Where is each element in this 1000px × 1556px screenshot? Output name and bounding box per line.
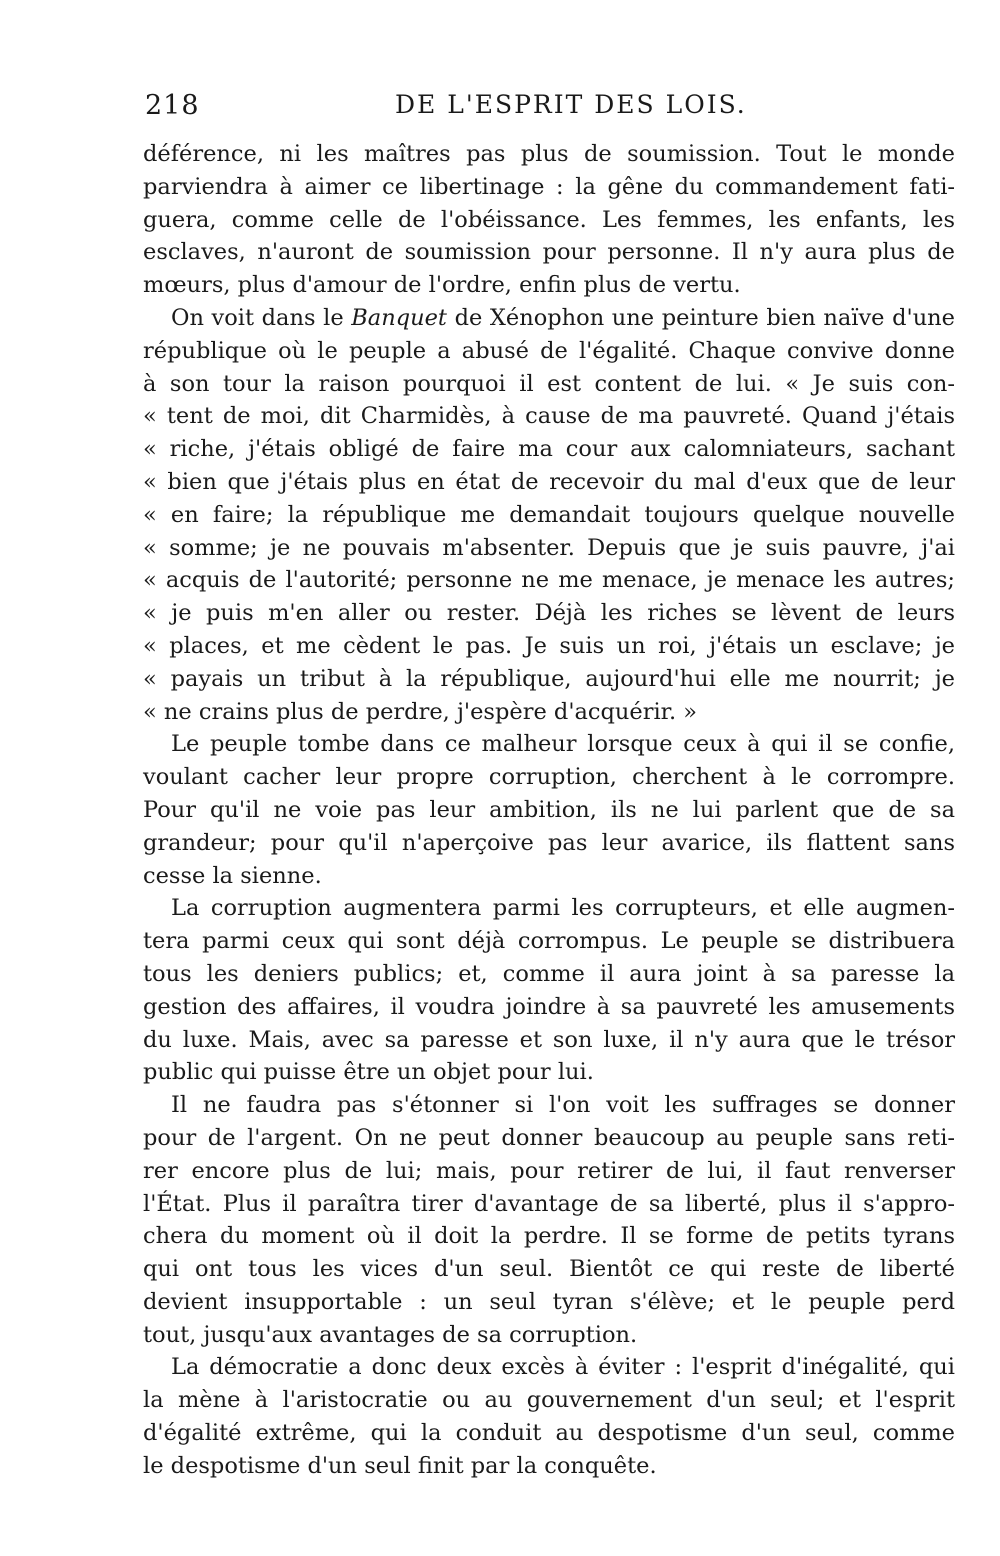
quote-line: « en faire; la république me demandait toujours quelque nouvelle (143, 501, 955, 528)
book-title: DE L'ESPRIT DES LOIS. (395, 90, 747, 119)
quote-line: « acquis de l'autorité; personne ne me menace, je menace les autres; (143, 567, 955, 594)
quote-line: « tent de moi, dit Charmidès, à cause de ma pauvreté. Quand j'étais (143, 403, 955, 430)
text-line: qui ont tous les vices d'un seul. Bientôt ce qui reste de liberté (143, 1256, 955, 1283)
text-line: gestion des affaires, il voudra joindre à sa pauvreté les amusements (143, 993, 955, 1020)
page-number: 218 (145, 90, 200, 121)
text-line: parviendra à aimer ce libertinage : la gêne du commandement fati- (143, 173, 955, 200)
text-line: chera du moment où il doit la perdre. Il se forme de petits tyrans (143, 1223, 955, 1250)
text-line: le despotisme d'un seul finit par la conquête. (143, 1452, 657, 1479)
text-line: tout, jusqu'aux avantages de sa corruption. (143, 1321, 638, 1348)
text-line: rer encore plus de lui; mais, pour retirer de lui, il faut renverser (143, 1157, 955, 1184)
text-line: d'égalité extrême, qui la conduit au despotisme d'un seul, comme (143, 1420, 955, 1447)
paragraph-first-line: Le peuple tombe dans ce malheur lorsque ceux à qui il se confie, (171, 731, 955, 758)
quote-line: « places, et me cèdent le pas. Je suis un roi, j'étais un esclave; je (143, 632, 955, 659)
quote-line: « ne crains plus de perdre, j'espère d'acquérir. » (143, 698, 698, 725)
paragraph-first-line: La corruption augmentera parmi les corrupteurs, et elle augmen- (171, 895, 955, 922)
text-line: esclaves, n'auront de soumission pour personne. Il n'y aura plus de (143, 239, 955, 266)
text-line: pour de l'argent. On ne peut donner beaucoup au peuple sans reti- (143, 1124, 955, 1151)
text-line: guera, comme celle de l'obéissance. Les femmes, les enfants, les (143, 206, 955, 233)
text-line: république où le peuple a abusé de l'égalité. Chaque convive donne (143, 337, 955, 364)
quote-line: « somme; je ne pouvais m'absenter. Depuis que je suis pauvre, j'ai (143, 534, 955, 561)
text-line: tous les deniers publics; et, comme il aura joint à sa paresse la (143, 960, 955, 987)
paragraph-first-line: On voit dans le Banquet de Xénophon une peinture bien naïve d'une (171, 304, 955, 331)
text-line: à son tour la raison pourquoi il est content de lui. « Je suis con- (143, 370, 955, 397)
text-line: Pour qu'il ne voie pas leur ambition, ils ne lui parlent que de sa (143, 796, 955, 823)
quote-line: « riche, j'étais obligé de faire ma cour aux calomniateurs, sachant (143, 436, 955, 463)
quote-line: « bien que j'étais plus en état de recevoir du mal d'eux que de leur (143, 468, 955, 495)
text-line: du luxe. Mais, avec sa paresse et son luxe, il n'y aura que le trésor (143, 1026, 955, 1053)
text-line: voulant cacher leur propre corruption, cherchent à le corrompre. (143, 764, 955, 791)
text-line: grandeur; pour qu'il n'aperçoive pas leur avarice, ils flattent sans (143, 829, 955, 856)
paragraph-first-line: La démocratie a donc deux excès à éviter : l'esprit d'inégalité, qui (171, 1354, 955, 1381)
quote-line: « payais un tribut à la république, aujourd'hui elle me nourrit; je (143, 665, 955, 692)
text-line: public qui puisse être un objet pour lui. (143, 1059, 594, 1086)
text-line: déférence, ni les maîtres pas plus de soumission. Tout le monde (143, 141, 955, 167)
text-line: devient insupportable : un seul tyran s'élève; et le peuple perd (143, 1288, 955, 1315)
text-line: la mène à l'aristocratie ou au gouvernement d'un seul; et l'esprit (143, 1387, 955, 1414)
body-text (143, 138, 955, 1483)
paragraph-first-line: Il ne faudra pas s'étonner si l'on voit les suffrages se donner (171, 1092, 955, 1119)
text-line: l'État. Plus il paraîtra tirer d'avantage de sa liberté, plus il s'appro- (143, 1190, 955, 1217)
running-head (145, 90, 955, 124)
text-line: cesse la sienne. (143, 862, 322, 889)
text-line: mœurs, plus d'amour de l'ordre, enfin plus de vertu. (143, 272, 741, 299)
text-line: tera parmi ceux qui sont déjà corrompus. Le peuple se distribuera (143, 928, 955, 955)
quote-line: « je puis m'en aller ou rester. Déjà les riches se lèvent de leurs (143, 600, 955, 627)
italic-title: Banquet (351, 304, 447, 331)
